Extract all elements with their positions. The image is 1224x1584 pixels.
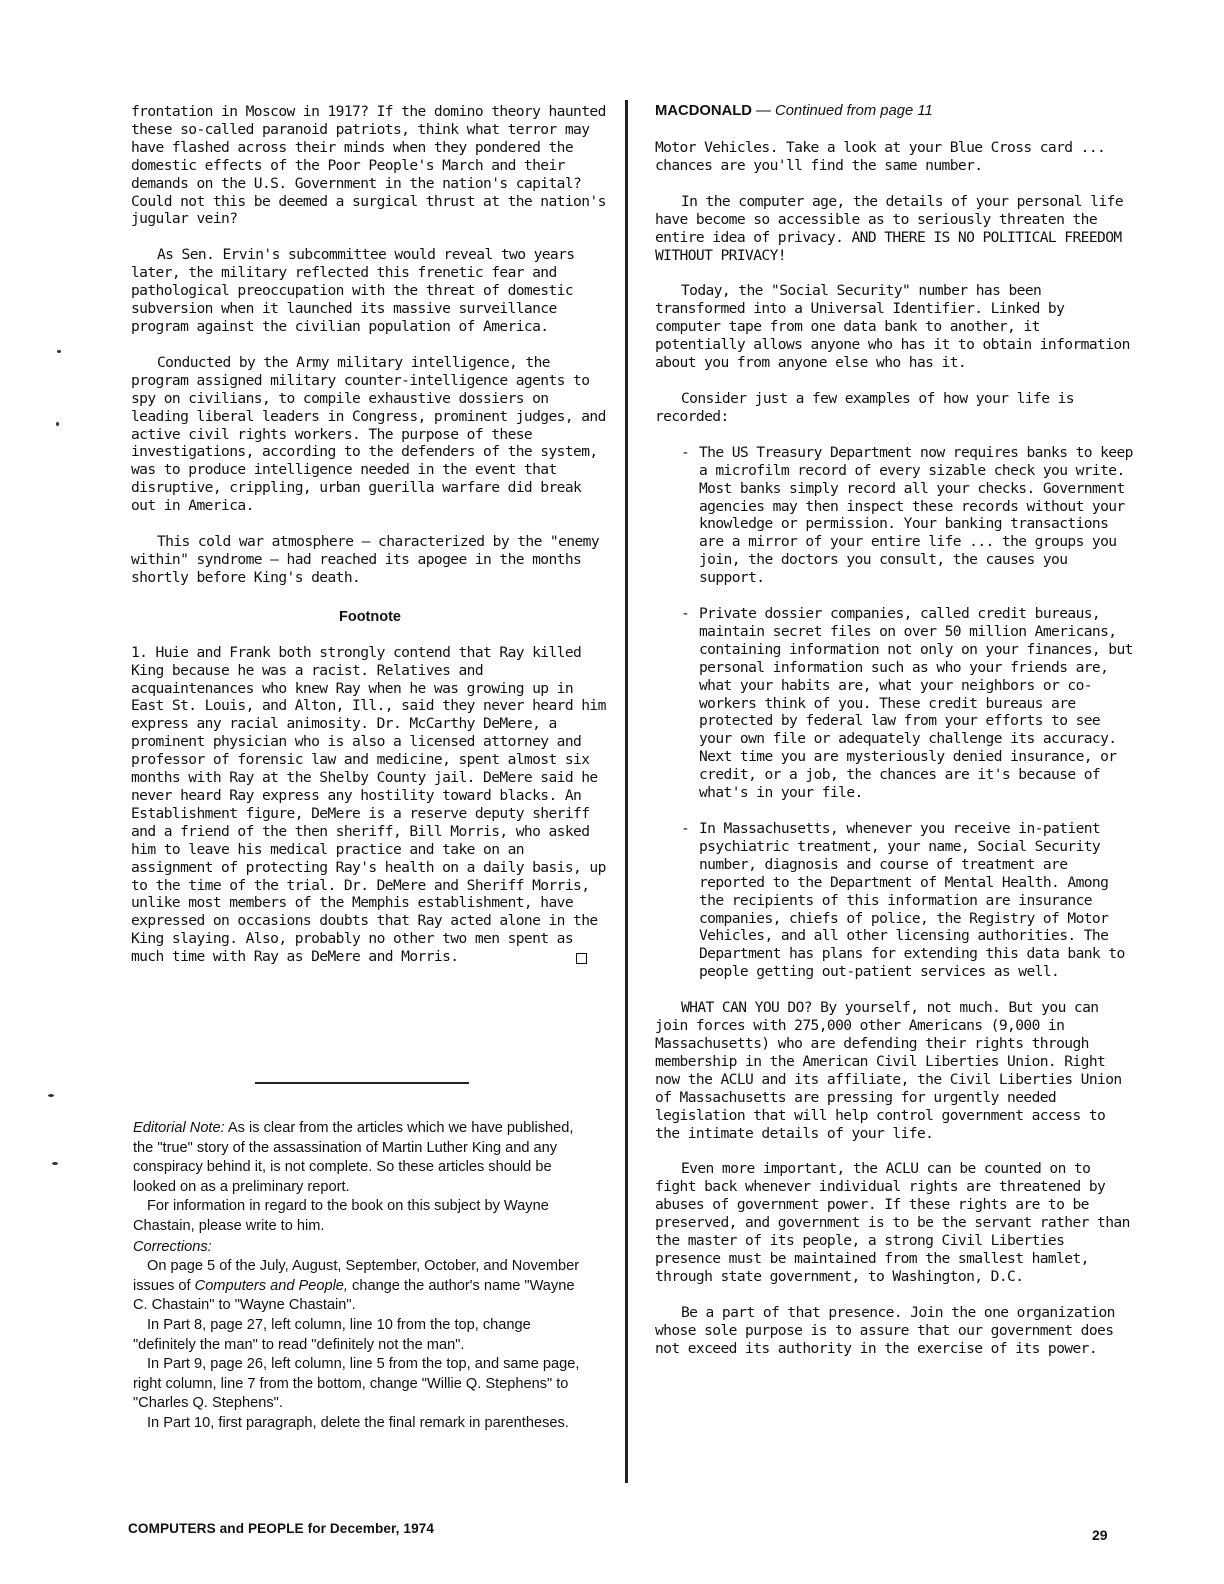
list-item: - In Massachusetts, whenever you receive in-patient psychiatric treatment, your name, Social Security number, diagnosis and course of treatment are reported to the Department of Mental Health. Among the recipients of this information are insurance companies, chiefs of police, the Registry of Motor Vehicles, and all other licensing authorities. The Department has plans for extending this data bank to people getting out-patient services as well.	[681, 820, 1135, 981]
scan-speck	[56, 422, 59, 426]
scan-speck	[52, 1162, 58, 1165]
correction-item: In Part 10, first paragraph, delete the final remark in parentheses.	[147, 1414, 569, 1431]
body-paragraph: In the computer age, the details of your personal life have become so accessible as to seriously threaten the entire idea of privacy. AND THERE IS NO POLITICAL FREEDOM WITHOUT PRIVACY!	[655, 192, 1124, 264]
scan-speck	[57, 350, 61, 353]
body-paragraph: Even more important, the ACLU can be counted on to fight back whenever individual rights are threatened by abuses of government power. If these rights are to be preserved, and government is to be the servant rather than the master of its people, a strong Civil Liberties presence must be maintained from the smallest hamlet, through state government, to Washington, D.C.	[655, 1160, 1130, 1285]
editorial-paragraph	[133, 1119, 583, 1197]
editorial-info: For information in regard to the book on this subject by Wayne Chastain, please write to him.	[133, 1198, 549, 1234]
footnote-text	[131, 644, 609, 966]
editorial-note	[133, 1119, 583, 1434]
corrections-heading: Corrections:	[133, 1238, 212, 1255]
section-rule	[255, 1082, 469, 1084]
body-paragraph: Today, the "Social Security" number has been transformed into a Universal Identifier. Linked by computer tape from one data bank to another, it potentially allows anyone who has it to obtain information about you from anyone else who has it.	[655, 282, 1130, 372]
body-paragraph: Conducted by the Army military intelligence, the program assigned military counter-intelligence agents to spy on civilians, to compile exhaustive dossiers on leading liberal leaders in Congress, prominent judges, and active civil rights workers. The purpose of these investigations, according to the defenders of the system, was to produce intelligence needed in the event that disruptive, crippling, urban guerilla warfare did break out in America.	[131, 353, 606, 515]
publication-footer: COMPUTERS and PEOPLE for December, 1974	[128, 1521, 435, 1536]
body-paragraph: Motor Vehicles. Take a look at your Blue Cross card ... chances are you'll find the same number.	[655, 139, 1106, 174]
correction-item: In Part 9, page 26, left column, line 5 from the top, and same page, right column, line 7 from the bottom, change "Willie Q. Stephens" to "Charles Q. Stephens".	[133, 1356, 580, 1412]
right-column	[655, 103, 1135, 1375]
correction-item	[133, 1257, 583, 1316]
correction-text: change the author's name "Wayne C. Chastain" to "Wayne Chastain".	[133, 1277, 575, 1314]
footnote-body: 1. Huie and Frank both strongly contend that Ray killed King because he was a racist. Relatives and acquaintenances who knew Ray when he was growing up in East St. Louis, and Alton, Ill., said they never heard him express any racial animosity. Dr. McCarthy DeMere, a prominent physician who is also a licensed attorney and professor of forensic law and medicine, spent almost six months with Ray at the Shelby County jail. DeMere said he never heard Ray express any hostility toward blacks. An Establishment figure, DeMere is a reserve deputy sheriff and a friend of the then sheriff, Bill Morris, who asked him to leave his medical practice and take on an assignment of protecting Ray's health on a daily basis, up to the time of the trial. Dr. DeMere and Sheriff Morris, unlike most members of the Memphis establishment, have expressed on occasions doubts that Ray acted alone in the King slaying. Also, probably no other two men spent as much time with Ray as DeMere and Morris.	[131, 643, 606, 966]
body-paragraph: This cold war atmosphere — characterized by the "enemy within" syndrome — had reached its apogee in the months shortly before King's death.	[131, 533, 600, 586]
scan-speck	[48, 1094, 54, 1097]
editorial-label: Editorial Note:	[133, 1120, 225, 1136]
correction-item: In Part 8, page 27, left column, line 10 from the top, change "definitely the man" to read "definitely not the man".	[133, 1316, 531, 1353]
publication-title: Computers and People,	[194, 1277, 348, 1294]
body-paragraph: Consider just a few examples of how your life is recorded:	[655, 389, 1074, 425]
left-column	[131, 103, 609, 966]
body-paragraph: Be a part of that presence. Join the one organization whose sole purpose is to assure that our government does not exceed its authority in the exercise of its power.	[655, 1303, 1115, 1357]
article-name: MACDONALD	[655, 103, 752, 119]
end-of-article-mark	[576, 953, 587, 964]
body-paragraph: As Sen. Ervin's subcommittee would reveal two years later, the military reflected this frenetic fear and pathological preoccupation with the threat of domestic subversion when it launched its massive surveillance program against the civilian population of America.	[131, 246, 575, 335]
list-item: - The US Treasury Department now requires banks to keep a microfilm record of every sizable check you write. Most banks simply record all your checks. Government agencies may then inspect these records without your knowledge or permission. Your banking transactions are a mirror of your entire life ... the groups you join, the doctors you consult, the causes you support.	[681, 444, 1135, 587]
editorial-text: As is clear from the articles which we have published, the "true" story of the assassination of Martin Luther King and any conspiracy behind it, is not complete. So these articles should be looked on as a preliminary report.	[133, 1120, 574, 1195]
correction-text: On page 5 of the July, August, September, October, and November issues of	[133, 1258, 580, 1294]
body-paragraph: WHAT CAN YOU DO? By yourself, not much. But you can join forces with 275,000 other Americans (9,000 in Massachusetts) who are defending their rights through membership in the American Civil Liberties Union. Right now the ACLU and its affiliate, the Civil Liberties Union of Massachusetts are pressing for urgently needed legislation that will help control government access to the intimate details of your life.	[655, 999, 1122, 1142]
page-number: 29	[1092, 1527, 1108, 1543]
list-item: - Private dossier companies, called credit bureaus, maintain secret files on over 50 million Americans, containing information not only on your finances, but personal information such as who your friends are, what your habits are, what your neighbors or co-workers think of you. These credit bureaus are protected by federal law from your efforts to see your own file or adequately challenge its accuracy. Next time you are mysteriously denied insurance, or credit, or a job, the chances are it's because of what's in your file.	[681, 605, 1135, 802]
continuation-heading	[655, 103, 1135, 119]
continued-from: — Continued from page 11	[752, 103, 933, 119]
column-divider	[625, 100, 628, 1483]
body-paragraph: frontation in Moscow in 1917? If the domino theory haunted these so-called paranoid patriots, think what terror may have flashed across their minds when they pondered the domestic effects of the Poor People's March and their demands on the U.S. Government in the nation's capital? Could not this be deemed a surgical thrust at the nation's jugular vein?	[131, 103, 606, 228]
footnote-heading: Footnote	[338, 608, 401, 625]
examples-list	[655, 444, 1135, 981]
